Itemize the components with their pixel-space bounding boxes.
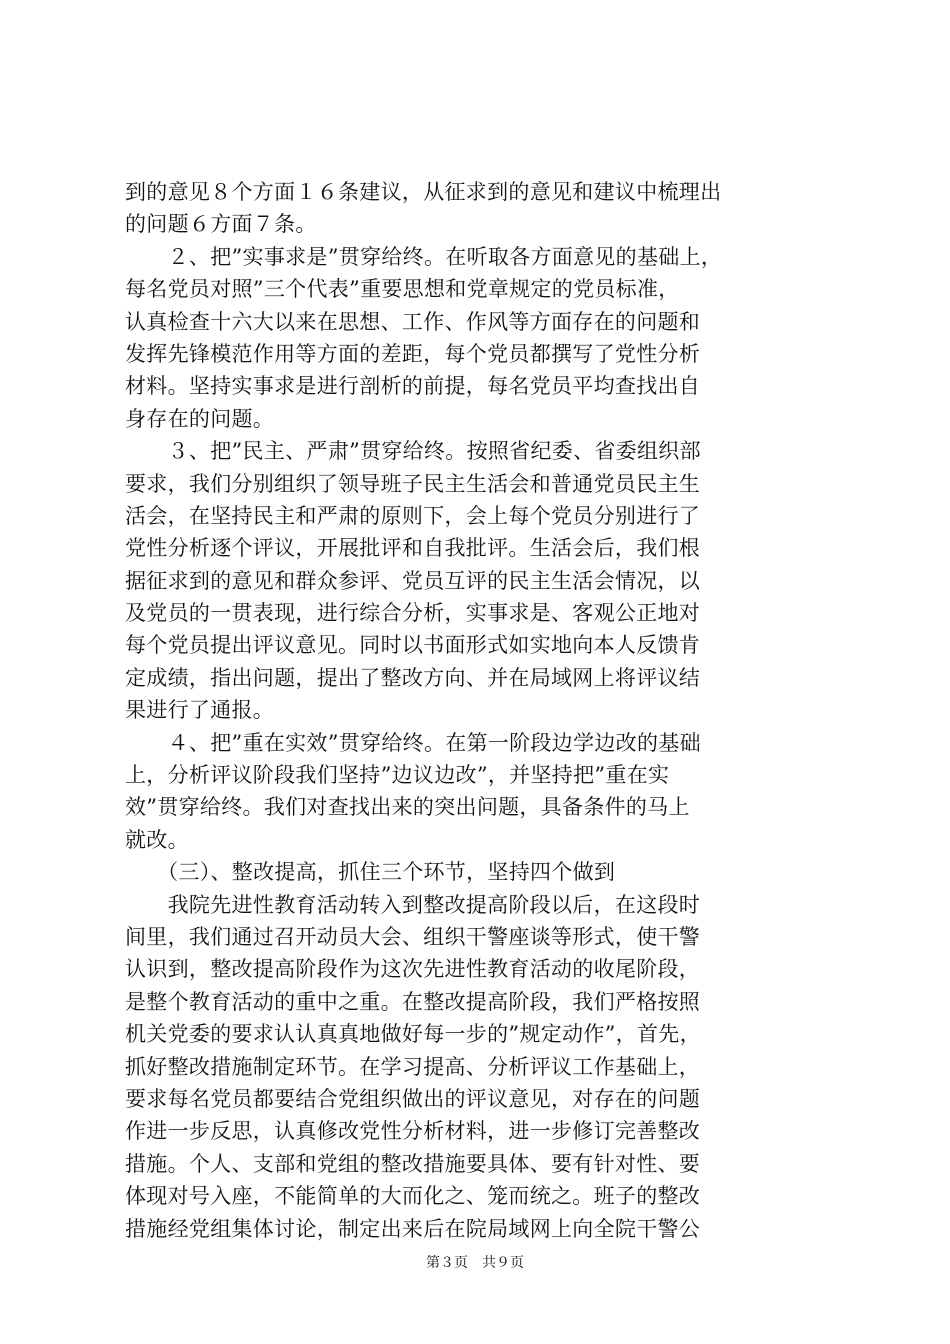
text-line: 间里，我们通过召开动员大会、组织干警座谈等形式，使干警 xyxy=(125,924,701,949)
text-line: 发挥先锋模范作用等方面的差距，每个党员都撰写了党性分析 xyxy=(125,341,701,366)
text-line: 身存在的问题。 xyxy=(125,406,275,431)
text-line: ２、把”实事求是”贯穿给终。在听取各方面意见的基础上， xyxy=(125,244,723,269)
text-line: 措施。个人、支部和党组的整改措施要具体、要有针对性、要 xyxy=(125,1151,701,1176)
text-line: 效”贯穿给终。我们对查找出来的突出问题，具备条件的马上 xyxy=(125,795,690,820)
text-line: 每名党员对照”三个代表”重要思想和党章规定的党员标准， xyxy=(125,277,680,302)
text-line: 党性分析逐个评议，开展批评和自我批评。生活会后，我们根 xyxy=(125,536,701,561)
text-line: 定成绩，指出问题，提出了整改方向、并在局域网上将评议结 xyxy=(125,665,701,690)
text-line: 我院先进性教育活动转入到整改提高阶段以后，在这段时 xyxy=(125,892,701,917)
text-line: 作进一步反思，认真修改党性分析材料，进一步修订完善整改 xyxy=(125,1119,701,1144)
text-line: 每个党员提出评议意见。同时以书面形式如实地向本人反馈肯 xyxy=(125,633,701,658)
text-line: 及党员的一贯表现，进行综合分析，实事求是、客观公正地对 xyxy=(125,601,701,626)
text-line: 体现对号入座，不能简单的大而化之、笼而统之。班子的整改 xyxy=(125,1184,701,1209)
text-line: 措施经党组集体讨论，制定出来后在院局域网上向全院干警公 xyxy=(125,1216,701,1241)
text-line: （三）、整改提高，抓住三个环节，坚持四个做到 xyxy=(125,860,616,885)
text-line: ４、把”重在实效”贯穿给终。在第一阶段边学边改的基础 xyxy=(125,730,701,755)
text-line: 材料。坚持实事求是进行剖析的前提，每名党员平均查找出自 xyxy=(125,374,701,399)
page-footer: 第３页 共９页 xyxy=(426,1255,524,1271)
text-line: 认识到，整改提高阶段作为这次先进性教育活动的收尾阶段， xyxy=(125,957,701,982)
text-line: 认真检查十六大以来在思想、工作、作风等方面存在的问题和 xyxy=(125,309,701,334)
document-body xyxy=(125,176,845,1245)
text-line: 要求，我们分别组织了领导班子民主生活会和普通党员民主生 xyxy=(125,471,701,496)
text-line: 的问题６方面７条。 xyxy=(125,212,317,237)
text-line: 是整个教育活动的重中之重。在整改提高阶段，我们严格按照 xyxy=(125,989,701,1014)
text-line: 就改。 xyxy=(125,827,189,852)
text-line: ３、把”民主、严肃”贯穿给终。按照省纪委、省委组织部 xyxy=(125,439,701,464)
text-line: 要求每名党员都要结合党组织做出的评议意见，对存在的问题 xyxy=(125,1086,701,1111)
text-line: 活会，在坚持民主和严肃的原则下，会上每个党员分别进行了 xyxy=(125,503,701,528)
text-line: 抓好整改措施制定环节。在学习提高、分析评议工作基础上， xyxy=(125,1054,701,1079)
text-line: 果进行了通报。 xyxy=(125,698,275,723)
text-line: 到的意见８个方面１６条建议，从征求到的意见和建议中梳理出 xyxy=(125,180,722,204)
text-line: 据征求到的意见和群众参评、党员互评的民主生活会情况，以 xyxy=(125,568,701,593)
text-line: 机关党委的要求认认真真地做好每一步的”规定动作”，首先， xyxy=(125,1022,701,1047)
text-line: 上，分析评议阶段我们坚持”边议边改”，并坚持把”重在实 xyxy=(125,763,670,788)
